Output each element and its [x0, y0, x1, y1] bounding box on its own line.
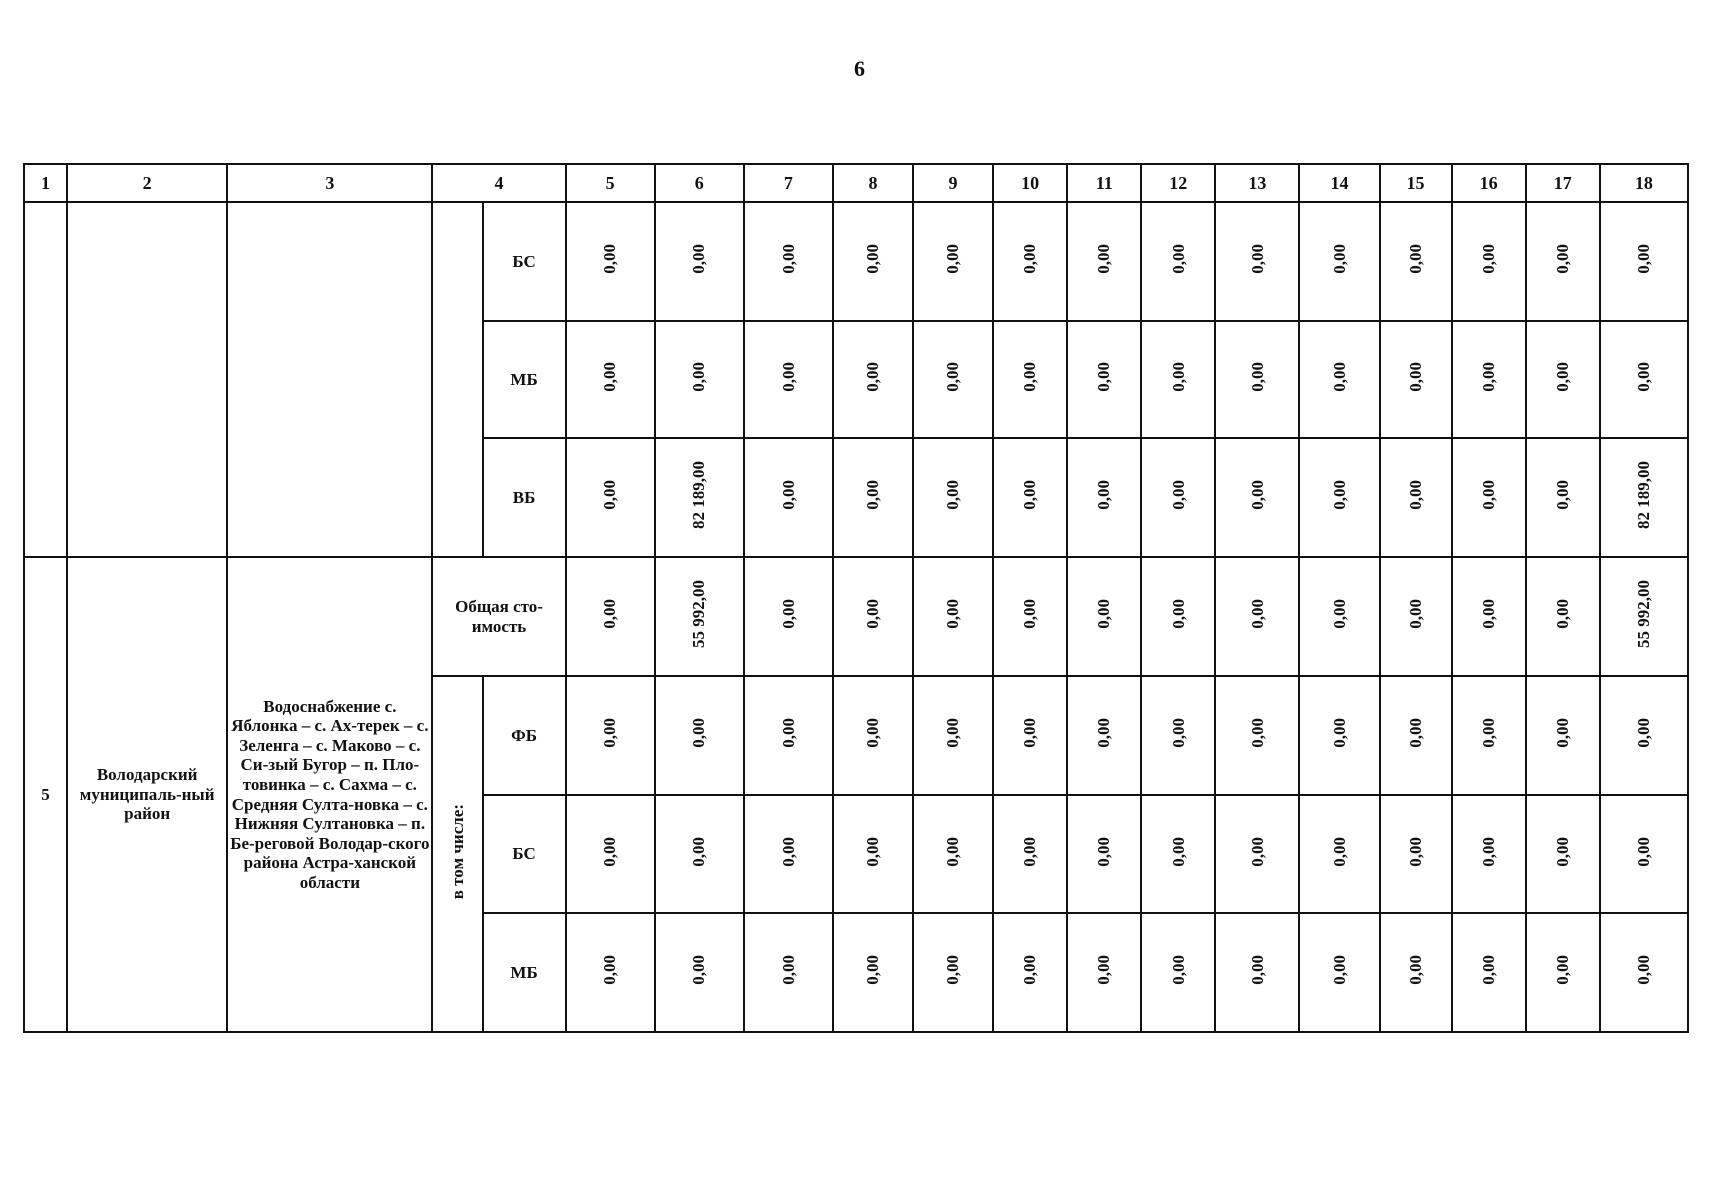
value-cell [1380, 557, 1452, 676]
value-text: 0,00 [943, 836, 963, 867]
value-cell [744, 913, 833, 1032]
value-cell [1299, 795, 1379, 913]
value-cell [1141, 202, 1215, 321]
value-cell [1380, 913, 1452, 1032]
value-cell [744, 795, 833, 913]
value-text: 0,00 [1405, 718, 1425, 749]
value-cell [1299, 913, 1379, 1032]
value-text: 0,00 [1094, 718, 1114, 749]
value-cell [1215, 438, 1299, 557]
value-cell [833, 438, 913, 557]
value-cell [655, 795, 744, 913]
value-text: 0,00 [1168, 480, 1188, 511]
value-text: 55 992,00 [689, 580, 709, 649]
header-cell: 8 [833, 164, 913, 202]
value-text: 0,00 [1247, 480, 1267, 511]
value-cell [1215, 676, 1299, 795]
value-text: 0,00 [1020, 599, 1040, 630]
value-text: 0,00 [1634, 718, 1654, 749]
value-text: 0,00 [863, 599, 883, 630]
value-cell [1526, 913, 1600, 1032]
value-text: 0,00 [1247, 955, 1267, 986]
value-cell [1067, 795, 1141, 913]
value-text: 0,00 [689, 244, 709, 275]
value-cell [1067, 913, 1141, 1032]
item-number-cell: 5 [24, 557, 67, 1032]
value-text: 0,00 [1478, 480, 1498, 511]
value-text: 0,00 [1478, 836, 1498, 867]
value-cell [1452, 202, 1526, 321]
value-text: 0,00 [1094, 836, 1114, 867]
value-cell [1600, 676, 1688, 795]
value-text: 0,00 [778, 480, 798, 511]
value-cell [1141, 913, 1215, 1032]
header-cell: 18 [1600, 164, 1688, 202]
value-text: 0,00 [1168, 362, 1188, 393]
value-text: 0,00 [778, 244, 798, 275]
district-cell: Володарский муниципаль-ный район [67, 557, 227, 1032]
value-text: 0,00 [863, 480, 883, 511]
value-cell [1299, 438, 1379, 557]
value-text: 0,00 [1405, 244, 1425, 275]
value-cell [1380, 202, 1452, 321]
header-cell: 3 [227, 164, 432, 202]
value-cell [1452, 557, 1526, 676]
header-cell: 12 [1141, 164, 1215, 202]
value-text: 0,00 [1168, 599, 1188, 630]
header-cell: 2 [67, 164, 227, 202]
value-cell [655, 676, 744, 795]
value-cell [1452, 795, 1526, 913]
including-label: в том числе: [447, 804, 467, 900]
value-cell [1380, 438, 1452, 557]
header-cell: 14 [1299, 164, 1379, 202]
value-text: 0,00 [600, 955, 620, 986]
value-text: 0,00 [1478, 599, 1498, 630]
value-text: 82 189,00 [689, 461, 709, 530]
value-text: 0,00 [1247, 836, 1267, 867]
value-text: 0,00 [863, 955, 883, 986]
value-cell [1526, 676, 1600, 795]
value-text: 0,00 [1168, 718, 1188, 749]
page-number: 6 [854, 56, 865, 81]
value-text: 55 992,00 [1634, 580, 1654, 649]
value-text: 0,00 [1634, 362, 1654, 393]
value-cell [993, 676, 1067, 795]
header-cell: 13 [1215, 164, 1299, 202]
value-cell [1600, 438, 1688, 557]
value-cell [833, 202, 913, 321]
value-text: 0,00 [1405, 480, 1425, 511]
value-cell [1215, 321, 1299, 438]
value-text: 0,00 [1247, 718, 1267, 749]
value-cell [833, 676, 913, 795]
value-cell [1526, 321, 1600, 438]
value-cell [566, 321, 655, 438]
value-text: 0,00 [1552, 480, 1572, 511]
value-cell [1067, 202, 1141, 321]
value-text: 0,00 [943, 244, 963, 275]
value-cell [1215, 202, 1299, 321]
value-cell [1380, 321, 1452, 438]
value-text: 0,00 [943, 718, 963, 749]
value-cell [1299, 202, 1379, 321]
including-label-cell [432, 202, 482, 557]
value-text: 0,00 [1094, 955, 1114, 986]
value-cell [833, 557, 913, 676]
value-text: 0,00 [1552, 244, 1572, 275]
value-cell [566, 795, 655, 913]
header-cell: 4 [432, 164, 565, 202]
value-cell [1141, 438, 1215, 557]
value-text: 0,00 [1552, 955, 1572, 986]
value-text: 0,00 [600, 480, 620, 511]
funding-source-label: БС [483, 202, 566, 321]
value-cell [833, 321, 913, 438]
value-text: 0,00 [863, 718, 883, 749]
value-cell [1141, 557, 1215, 676]
value-text: 0,00 [600, 244, 620, 275]
value-cell [833, 795, 913, 913]
value-cell [1600, 557, 1688, 676]
header-cell: 6 [655, 164, 744, 202]
value-cell [1600, 321, 1688, 438]
value-text: 0,00 [1329, 480, 1349, 511]
value-cell [1299, 321, 1379, 438]
value-cell [1215, 913, 1299, 1032]
value-text: 0,00 [1405, 362, 1425, 393]
value-text: 0,00 [1478, 244, 1498, 275]
value-text: 0,00 [863, 244, 883, 275]
value-text: 0,00 [1329, 362, 1349, 393]
value-text: 0,00 [1020, 955, 1040, 986]
value-cell [913, 202, 993, 321]
value-text: 0,00 [1168, 836, 1188, 867]
header-cell: 11 [1067, 164, 1141, 202]
table-row [24, 557, 1688, 676]
value-cell [913, 913, 993, 1032]
value-cell [1600, 202, 1688, 321]
total-cost-label: Общая сто-имость [432, 557, 565, 676]
value-text: 0,00 [1020, 718, 1040, 749]
value-cell [993, 557, 1067, 676]
header-cell: 9 [913, 164, 993, 202]
funding-source-label: ВБ [483, 438, 566, 557]
value-cell [1299, 676, 1379, 795]
value-cell [744, 676, 833, 795]
header-cell: 16 [1452, 164, 1526, 202]
value-text: 0,00 [1634, 955, 1654, 986]
funding-source-label: БС [483, 795, 566, 913]
value-text: 0,00 [600, 718, 620, 749]
value-cell [993, 913, 1067, 1032]
value-text: 0,00 [1094, 599, 1114, 630]
value-text: 0,00 [1247, 599, 1267, 630]
value-text: 0,00 [1634, 836, 1654, 867]
value-cell [1452, 438, 1526, 557]
value-cell [1067, 321, 1141, 438]
value-cell [1452, 913, 1526, 1032]
including-label-cell [432, 676, 482, 1032]
value-text: 0,00 [1329, 836, 1349, 867]
value-text: 0,00 [1094, 480, 1114, 511]
value-cell [566, 202, 655, 321]
value-cell [1526, 557, 1600, 676]
value-cell [1215, 795, 1299, 913]
value-cell [1380, 795, 1452, 913]
header-cell: 10 [993, 164, 1067, 202]
value-text: 0,00 [1329, 599, 1349, 630]
value-cell [566, 676, 655, 795]
value-cell [655, 202, 744, 321]
value-text: 0,00 [863, 836, 883, 867]
value-cell [1452, 676, 1526, 795]
value-cell [744, 202, 833, 321]
value-text: 0,00 [1094, 244, 1114, 275]
table-row [24, 202, 1688, 321]
value-text: 0,00 [689, 955, 709, 986]
value-text: 0,00 [778, 362, 798, 393]
value-cell [1067, 438, 1141, 557]
value-cell [655, 321, 744, 438]
project-cell [227, 202, 432, 557]
header-cell: 1 [24, 164, 67, 202]
value-cell [913, 676, 993, 795]
value-text: 0,00 [778, 718, 798, 749]
value-cell [833, 913, 913, 1032]
header-row [24, 164, 1688, 202]
value-text: 0,00 [1168, 244, 1188, 275]
value-text: 0,00 [1329, 244, 1349, 275]
header-cell: 15 [1380, 164, 1452, 202]
value-text: 0,00 [689, 836, 709, 867]
value-text: 0,00 [1552, 836, 1572, 867]
value-cell [566, 438, 655, 557]
value-text: 0,00 [600, 362, 620, 393]
funding-source-label: МБ [483, 321, 566, 438]
value-text: 0,00 [1329, 955, 1349, 986]
value-cell [1452, 321, 1526, 438]
value-cell [993, 438, 1067, 557]
value-cell [1526, 795, 1600, 913]
value-cell [1526, 438, 1600, 557]
value-text: 0,00 [1478, 362, 1498, 393]
project-cell: Водоснабжение с. Яблонка – с. Ах-терек – с. Зеленга – с. Маково – с. Си-зый Бугор – п. Пло-товинка – с. Сахма – с. Средняя Султа-новка – с. Нижняя Султановка – п. Бе-реговой Володар-ского района Астра-ханской области [227, 557, 432, 1032]
value-cell [1380, 676, 1452, 795]
value-text: 0,00 [1094, 362, 1114, 393]
budget-table [23, 163, 1689, 1033]
value-text: 0,00 [943, 362, 963, 393]
value-cell [655, 913, 744, 1032]
funding-source-label: ФБ [483, 676, 566, 795]
value-cell [913, 438, 993, 557]
value-cell [744, 321, 833, 438]
value-text: 0,00 [943, 480, 963, 511]
value-text: 0,00 [1168, 955, 1188, 986]
value-text: 0,00 [778, 836, 798, 867]
value-cell [1067, 557, 1141, 676]
header-cell: 7 [744, 164, 833, 202]
value-text: 0,00 [1552, 718, 1572, 749]
header-cell: 5 [566, 164, 655, 202]
header-cell: 17 [1526, 164, 1600, 202]
value-text: 82 189,00 [1634, 461, 1654, 530]
value-text: 0,00 [1552, 362, 1572, 393]
value-cell [744, 438, 833, 557]
value-cell [655, 557, 744, 676]
value-cell [913, 557, 993, 676]
value-cell [1600, 913, 1688, 1032]
value-cell [1299, 557, 1379, 676]
value-text: 0,00 [1478, 718, 1498, 749]
value-text: 0,00 [1478, 955, 1498, 986]
value-text: 0,00 [1405, 836, 1425, 867]
value-text: 0,00 [943, 955, 963, 986]
value-text: 0,00 [1020, 836, 1040, 867]
funding-source-label: МБ [483, 913, 566, 1032]
value-cell [1600, 795, 1688, 913]
value-text: 0,00 [863, 362, 883, 393]
value-cell [655, 438, 744, 557]
value-cell [993, 795, 1067, 913]
value-text: 0,00 [1247, 244, 1267, 275]
value-text: 0,00 [689, 362, 709, 393]
value-text: 0,00 [1020, 362, 1040, 393]
value-text: 0,00 [1020, 244, 1040, 275]
value-text: 0,00 [1247, 362, 1267, 393]
value-cell [913, 321, 993, 438]
value-cell [1141, 676, 1215, 795]
value-cell [744, 557, 833, 676]
value-text: 0,00 [689, 718, 709, 749]
value-cell [993, 321, 1067, 438]
value-cell [1141, 795, 1215, 913]
value-cell [1141, 321, 1215, 438]
value-cell [1215, 557, 1299, 676]
value-text: 0,00 [600, 599, 620, 630]
value-text: 0,00 [1634, 244, 1654, 275]
district-cell [67, 202, 227, 557]
value-text: 0,00 [778, 955, 798, 986]
value-text: 0,00 [1020, 480, 1040, 511]
value-text: 0,00 [1552, 599, 1572, 630]
value-cell [566, 913, 655, 1032]
value-text: 0,00 [778, 599, 798, 630]
value-text: 0,00 [1405, 955, 1425, 986]
value-cell [913, 795, 993, 913]
item-number-cell [24, 202, 67, 557]
value-text: 0,00 [943, 599, 963, 630]
value-cell [1526, 202, 1600, 321]
value-text: 0,00 [1405, 599, 1425, 630]
value-cell [1067, 676, 1141, 795]
value-text: 0,00 [600, 836, 620, 867]
value-text: 0,00 [1329, 718, 1349, 749]
value-cell [993, 202, 1067, 321]
value-cell [566, 557, 655, 676]
